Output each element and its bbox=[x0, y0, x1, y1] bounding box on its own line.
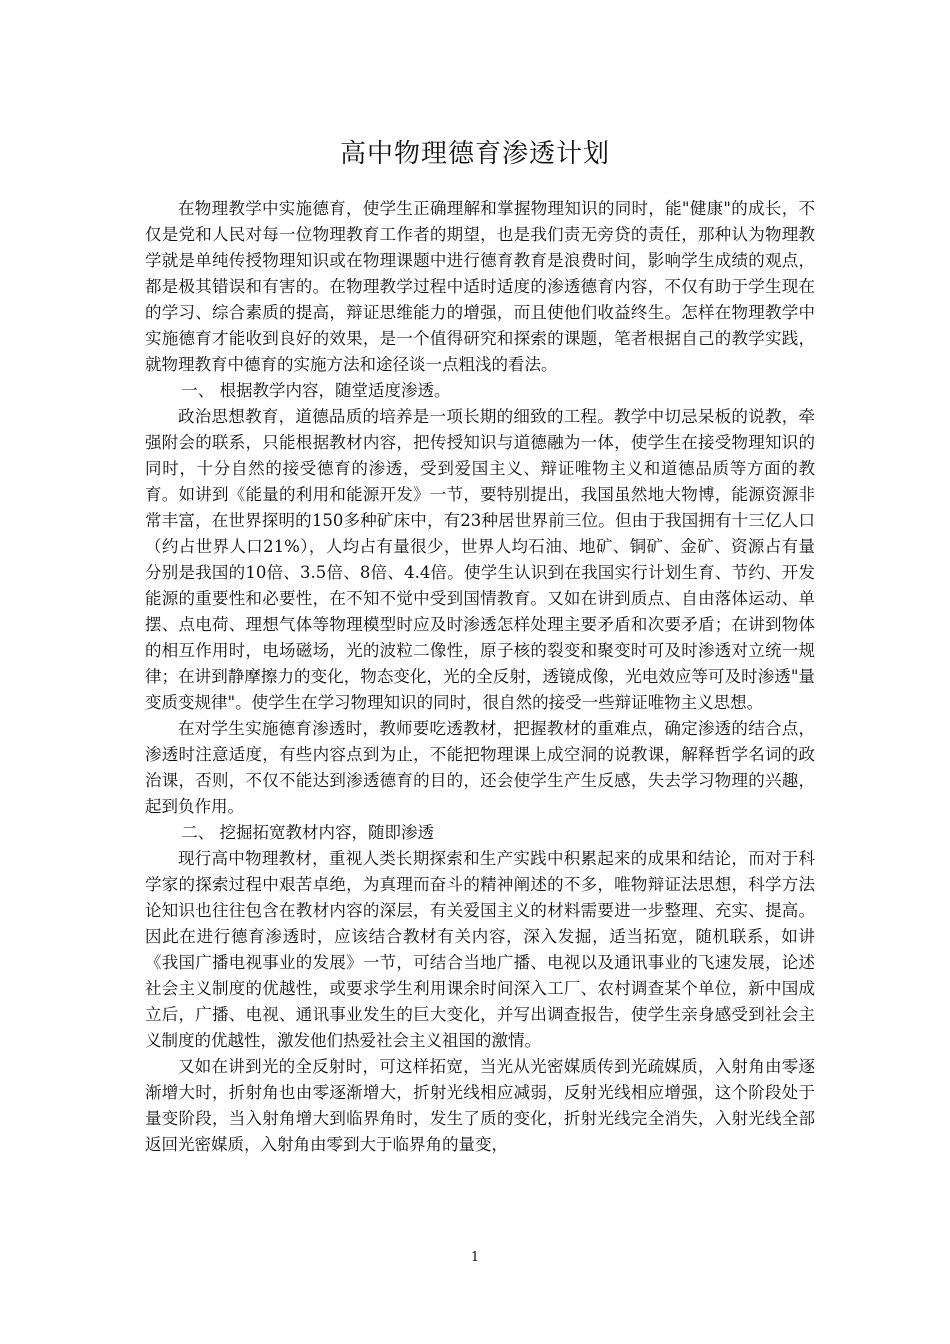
paragraph-intro: 在物理教学中实施德育，使学生正确理解和掌握物理知识的同时，能"健康"的成长，不仅是党和人民对每一位物理教育工作者的期望，也是我们责无旁贷的责任，那种认为物理教学就是单纯传授物理知识或在物理课题中进行德育教育是浪费时间，影响学生成绩的观点，都是极其错误和有害的。在物理教学过程中适时适度的渗透德育内容，不仅有助于学生现在的学习、综合素质的提高，辩证思维能力的增强，而且使他们收益终生。怎样在物理教学中实施德育才能收到良好的效果，是一个值得研究和探索的课题，笔者根据自己的教学实践，就物理教育中德育的实施方法和途径谈一点粗浅的看法。 bbox=[145, 199, 815, 374]
document-title: 高中物理德育渗透计划 bbox=[339, 139, 610, 169]
paragraph-section-1-note: 在对学生实施德育渗透时，教师要吃透教材，把握教材的重难点，确定渗透的结合点，渗透时注意适度，有些内容点到为止，不能把物理课上成空洞的说教课，解释哲学名词的政治课，否则，不仅不能达到渗透德育的目的，还会使学生产生反感，失去学习物理的兴趣，起到负作用。 bbox=[145, 719, 815, 816]
paragraph-section-2: 现行高中物理教材，重视人类长期探索和生产实践中积累起来的成果和结论，而对于科学家的探索过程中艰苦卓绝，为真理而奋斗的精神阐述的不多，唯物辩证法思想，科学方法论知识也往往包含在教材内容的深层，有关爱国主义的材料需要进一步整理、充实、提高。因此在进行德育渗透时，应该结合教材有关内容，深入发掘，适当拓宽，随机联系，如讲《我国广播电视事业的发展》一节，可结合当地广播、电视以及通讯事业的飞速发展，论述社会主义制度的优越性，或要求学生利用课余时间深入工厂、农村调查某个单位，新中国成立后，广播、电视、通讯事业发生的巨大变化，并写出调查报告，使学生亲身感受到社会主义制度的优越性，激发他们热爱社会主义祖国的激情。 bbox=[145, 849, 815, 1050]
paragraph-section-2-example: 又如在讲到光的全反射时，可这样拓宽，当光从光密媒质传到光疏媒质，入射角由零逐渐增大时，折射角也由零逐渐增大，折射光线相应减弱，反射光线相应增强，这个阶段处于量变阶段，当入射角增大到临界角时，发生了质的变化，折射光线完全消失，入射光线全部返回光密媒质，入射角由零到大于临界角的量变， bbox=[145, 1057, 815, 1154]
document-body bbox=[145, 196, 815, 1158]
paragraph-section-1: 政治思想教育，道德品质的培养是一项长期的细致的工程。教学中切忌呆板的说教，牵强附会的联系，只能根据教材内容，把传授知识与道德融为一体，使学生在接受物理知识的同时，十分自然的接受德育的渗透，受到爱国主义、辩证唯物主义和道德品质等方面的教育。如讲到《能量的利用和能源开发》一节，要特别提出，我国虽然地大物博，能源资源非常丰富，在世界探明的150多种矿床中，有23种居世界前三位。但由于我国拥有十三亿人口（约占世界人口21%），人均占有量很少，世界人均石油、地矿、铜矿、金矿、资源占有量分别是我国的10倍、3.5倍、8倍、4.4倍。使学生认识到在我国实行计划生育、节约、开发能源的重要性和必要性，在不知不觉中受到国情教育。又如在讲到质点、自由落体运动、单摆、点电荷、理想气体等物理模型时应及时渗透怎样处理主要矛盾和次要矛盾；在讲到物体的相互作用时，电场磁场，光的波粒二像性，原子核的裂变和聚变时可及时渗透对立统一规律；在讲到静摩擦力的变化，物态变化，光的全反射，透镜成像，光电效应等可及时渗透"量变质变规律"。使学生在学习物理知识的同时，很自然的接受一些辩证唯物主义思想。 bbox=[145, 407, 815, 712]
section-heading-1: 一、 根据教学内容，随堂适度渗透。 bbox=[181, 381, 451, 400]
page-number: 1 bbox=[470, 1250, 480, 1265]
section-heading-2: 二、 挖掘拓宽教材内容，随即渗透 bbox=[181, 823, 435, 842]
